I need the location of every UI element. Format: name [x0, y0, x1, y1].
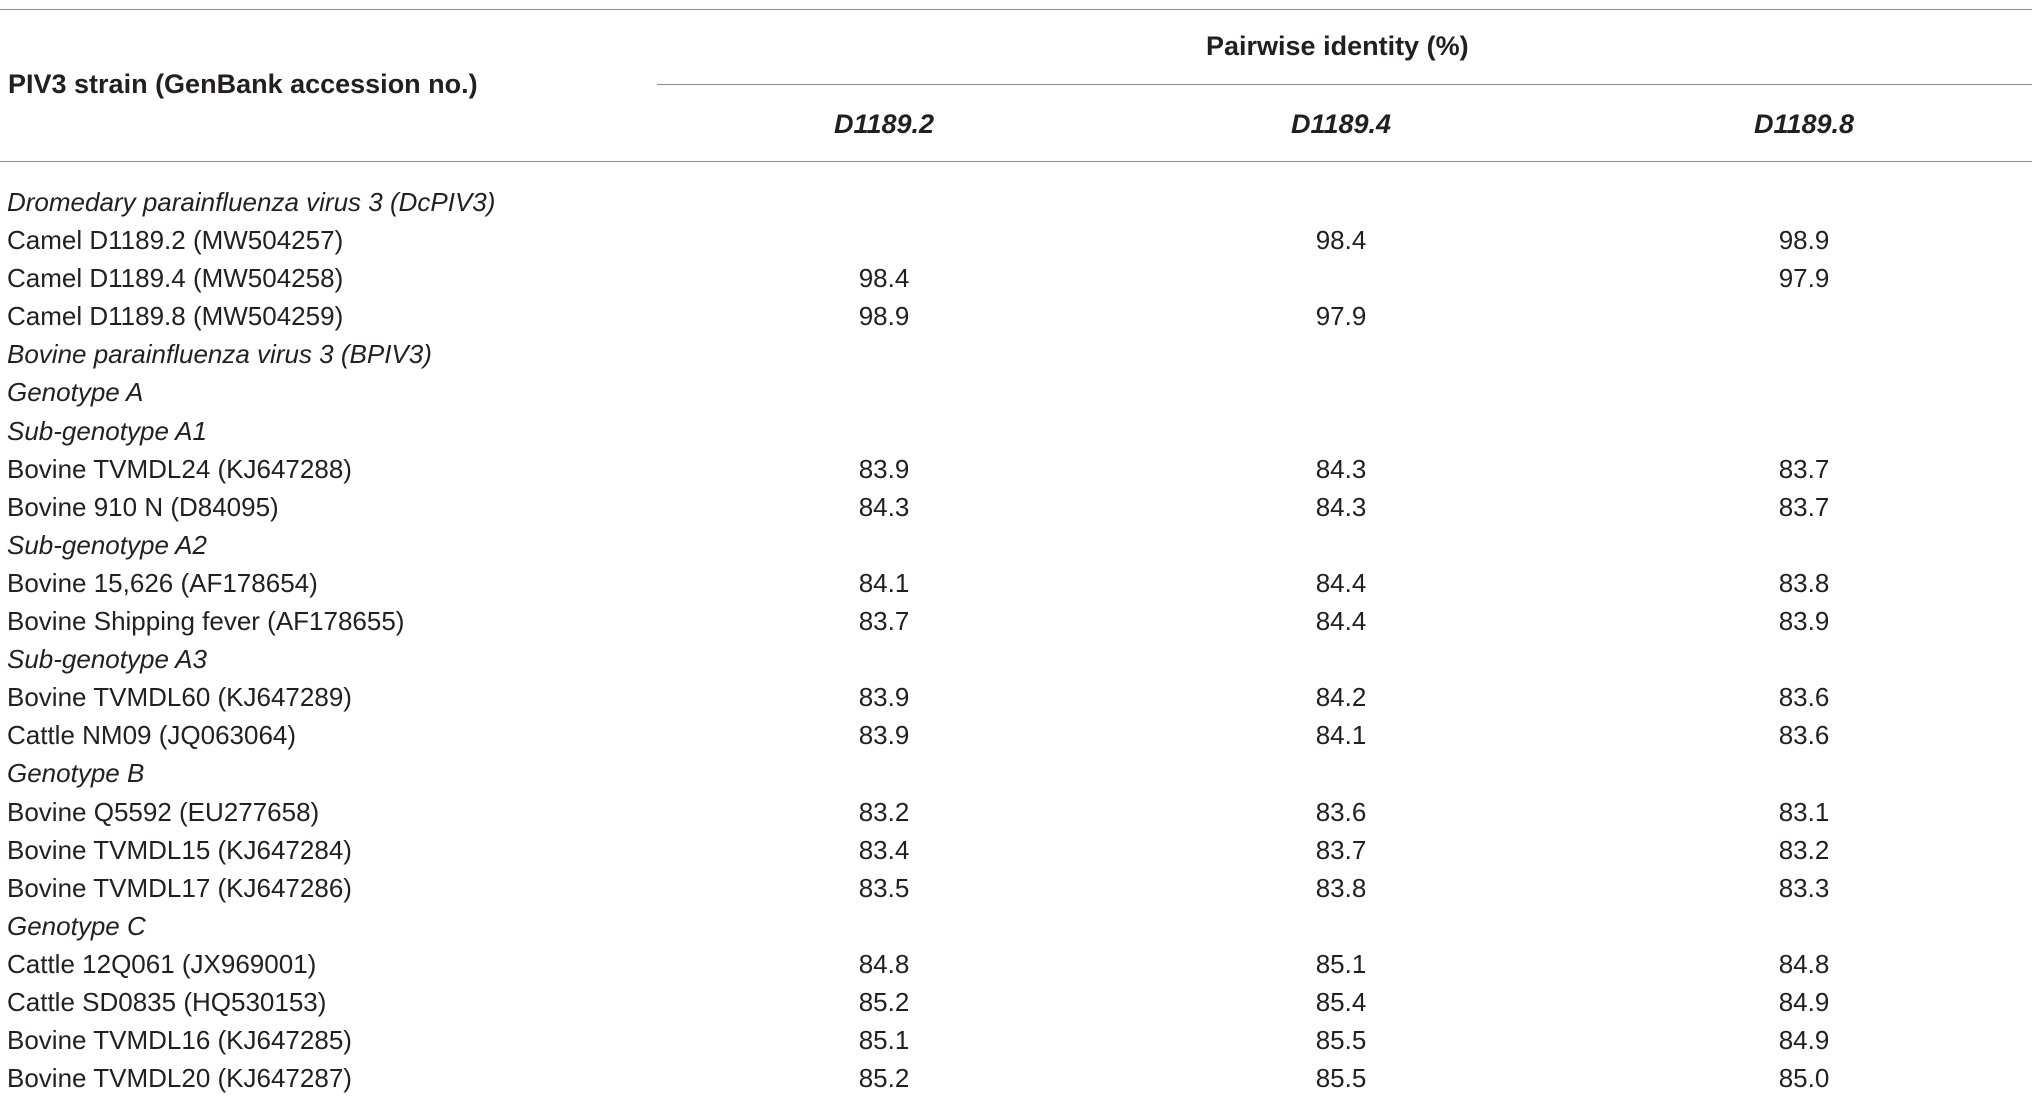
- strain-label: Bovine TVMDL60 (KJ647289): [7, 682, 352, 713]
- strain-label: Cattle 12Q061 (JX969001): [7, 948, 317, 979]
- section-row: [0, 526, 2032, 564]
- section-label: Dromedary parainfluenza virus 3 (DcPIV3): [7, 187, 496, 217]
- identity-value: 83.5: [858, 872, 910, 903]
- identity-value: 83.8: [1315, 872, 1367, 903]
- identity-value: 84.8: [1778, 948, 1830, 979]
- strain-label: Camel D1189.4 (MW504258): [7, 263, 344, 294]
- identity-value: 84.9: [1778, 1025, 1830, 1056]
- identity-value: 84.1: [1315, 720, 1367, 751]
- identity-value: 83.2: [858, 796, 910, 827]
- identity-value: 97.9: [1315, 301, 1367, 332]
- identity-value: 83.2: [1778, 834, 1830, 865]
- identity-value: 83.9: [1778, 606, 1830, 637]
- section-label: Genotype A: [7, 377, 144, 408]
- table-row: [0, 983, 2032, 1021]
- identity-value: 84.3: [858, 491, 910, 522]
- table-row: [0, 450, 2032, 488]
- identity-value: 83.7: [1778, 453, 1830, 484]
- table-row: [0, 297, 2032, 335]
- strain-label: Bovine Q5592 (EU277658): [7, 796, 320, 827]
- identity-value: 98.4: [858, 263, 910, 294]
- section-row: [0, 640, 2032, 678]
- strain-label: Bovine TVMDL15 (KJ647284): [7, 834, 352, 865]
- identity-value: 85.5: [1315, 1025, 1367, 1056]
- identity-value: 83.1: [1778, 796, 1830, 827]
- identity-value: 83.9: [858, 453, 910, 484]
- identity-value: 84.4: [1315, 606, 1367, 637]
- header-bottom-rule: [0, 161, 2032, 162]
- table-top-rule: [0, 9, 2032, 10]
- identity-value: 84.8: [858, 948, 910, 979]
- section-label: Genotype B: [7, 758, 145, 789]
- section-row: [0, 754, 2032, 792]
- identity-value: 83.6: [1315, 796, 1367, 827]
- table-row: [0, 716, 2032, 754]
- strain-label: Bovine 910 N (D84095): [7, 491, 279, 522]
- identity-value: 98.9: [1778, 225, 1830, 256]
- table-row: [0, 1021, 2032, 1059]
- strain-label: Camel D1189.8 (MW504259): [7, 301, 344, 332]
- strain-label: Bovine TVMDL17 (KJ647286): [7, 872, 352, 903]
- section-label: Bovine parainfluenza virus 3 (BPIV3): [7, 339, 432, 370]
- identity-value: 85.4: [1315, 986, 1367, 1017]
- table-row: [0, 488, 2032, 526]
- table-row: [0, 564, 2032, 602]
- strain-label: Bovine TVMDL16 (KJ647285): [7, 1025, 352, 1056]
- section-row: [0, 335, 2032, 373]
- identity-value: 84.4: [1315, 567, 1367, 598]
- strain-label: Bovine 15,626 (AF178654): [7, 567, 318, 598]
- section-row: [0, 412, 2032, 450]
- strain-column-header: PIV3 strain (GenBank accession no.): [8, 69, 478, 99]
- identity-value: 83.3: [1778, 872, 1830, 903]
- section-row: [0, 373, 2032, 411]
- group-header-rule: [657, 84, 2032, 85]
- section-label: Genotype C: [7, 910, 146, 941]
- identity-value: 84.2: [1315, 682, 1367, 713]
- identity-value: 83.4: [858, 834, 910, 865]
- strain-label: Cattle NM09 (JQ063064): [7, 720, 297, 751]
- identity-value: 83.7: [858, 606, 910, 637]
- identity-value: 83.9: [858, 720, 910, 751]
- identity-value: 98.9: [858, 301, 910, 332]
- identity-value: 84.3: [1315, 453, 1367, 484]
- strain-label: Camel D1189.2 (MW504257): [7, 225, 344, 256]
- table-row: [0, 869, 2032, 907]
- identity-value: 83.6: [1778, 682, 1830, 713]
- identity-value: 85.2: [858, 986, 910, 1017]
- identity-value: 85.5: [1315, 1063, 1367, 1094]
- identity-value: 84.3: [1315, 491, 1367, 522]
- table-row: [0, 221, 2032, 259]
- column-header-d1189-4: D1189.4: [1290, 109, 1392, 139]
- section-label: Sub-genotype A3: [7, 644, 207, 675]
- section-label: Sub-genotype A1: [7, 415, 207, 446]
- pairwise-identity-header: Pairwise identity (%): [1206, 31, 1469, 61]
- identity-value: 83.8: [1778, 567, 1830, 598]
- strain-label: Bovine Shipping fever (AF178655): [7, 606, 405, 637]
- section-row: [0, 183, 2032, 221]
- column-header-d1189-2: D1189.2: [833, 109, 935, 139]
- identity-value: 83.7: [1778, 491, 1830, 522]
- table-row: [0, 678, 2032, 716]
- table-body: [0, 183, 2032, 1097]
- strain-label: Cattle SD0835 (HQ530153): [7, 986, 327, 1017]
- identity-value: 97.9: [1778, 263, 1830, 294]
- identity-value: 83.9: [858, 682, 910, 713]
- identity-value: 84.1: [858, 567, 910, 598]
- table-row: [0, 793, 2032, 831]
- identity-value: 84.9: [1778, 986, 1830, 1017]
- table-row: [0, 1059, 2032, 1097]
- identity-value: 83.6: [1778, 720, 1830, 751]
- identity-value: 83.7: [1315, 834, 1367, 865]
- identity-value: 85.1: [1315, 948, 1367, 979]
- table-row: [0, 831, 2032, 869]
- identity-value: 85.0: [1778, 1063, 1830, 1094]
- strain-label: Bovine TVMDL20 (KJ647287): [7, 1063, 352, 1094]
- table-row: [0, 945, 2032, 983]
- identity-value: 85.2: [858, 1063, 910, 1094]
- section-row: [0, 907, 2032, 945]
- identity-value: 85.1: [858, 1025, 910, 1056]
- table-row: [0, 259, 2032, 297]
- table-row: [0, 602, 2032, 640]
- column-header-d1189-8: D1189.8: [1753, 109, 1855, 139]
- strain-label: Bovine TVMDL24 (KJ647288): [7, 453, 352, 484]
- section-label: Sub-genotype A2: [7, 529, 207, 560]
- identity-value: 98.4: [1315, 225, 1367, 256]
